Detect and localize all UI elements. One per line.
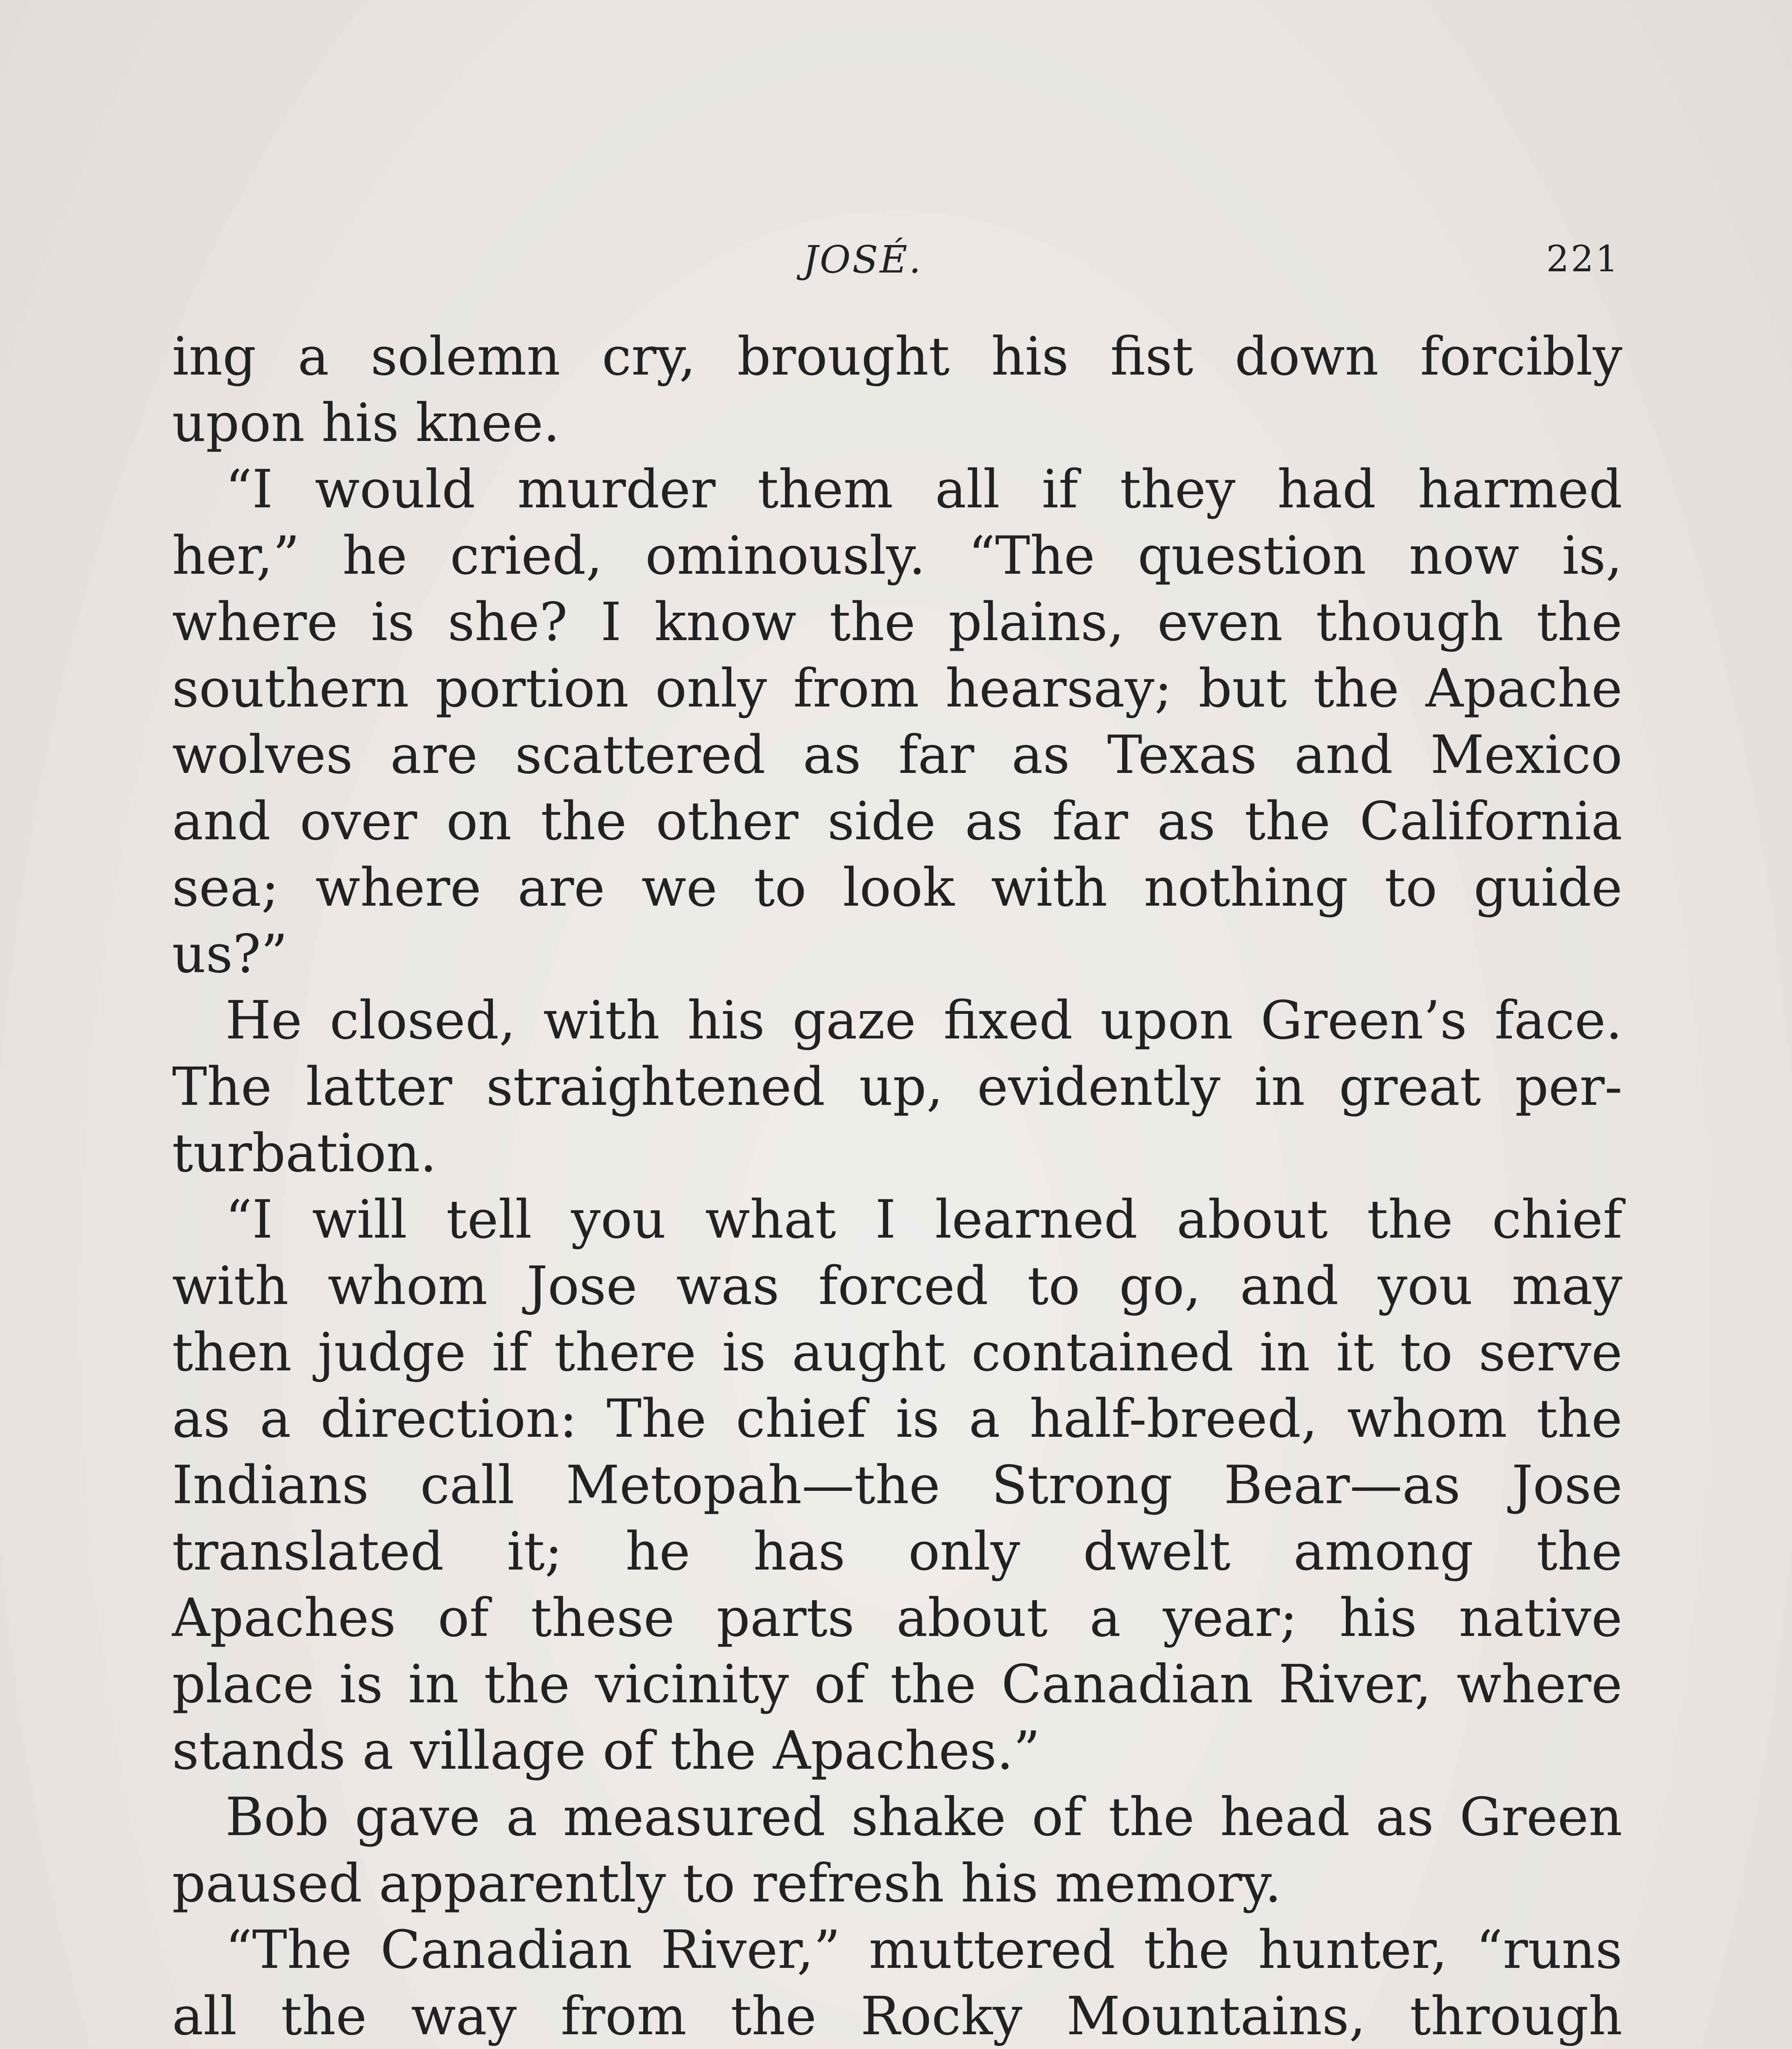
word: are xyxy=(517,857,605,918)
word: from xyxy=(793,658,919,719)
word: and xyxy=(1240,1256,1339,1317)
word: portion xyxy=(435,658,629,719)
word: are xyxy=(390,725,478,786)
word: sea; xyxy=(172,857,279,918)
word: “The xyxy=(968,525,1095,586)
line-text: stands a village of the Apaches.” xyxy=(172,1720,1040,1781)
word: The xyxy=(172,1056,272,1118)
word: Apache xyxy=(1425,658,1622,719)
word: fist xyxy=(1110,326,1193,387)
word: the xyxy=(730,1986,817,2047)
word: great xyxy=(1339,1056,1481,1118)
word: ing xyxy=(172,326,256,387)
word: may xyxy=(1511,1256,1622,1317)
word: learned xyxy=(935,1189,1138,1250)
word: closed, xyxy=(329,990,516,1051)
text-line xyxy=(172,457,1622,523)
word: is xyxy=(722,1322,766,1383)
word: over xyxy=(299,791,417,852)
word: murder xyxy=(517,459,716,520)
word: head xyxy=(1220,1787,1350,1848)
word: where xyxy=(172,592,338,653)
word: scattered xyxy=(515,725,766,786)
text-line xyxy=(172,1718,1622,1784)
word: where xyxy=(1456,1654,1622,1715)
word: guide xyxy=(1473,857,1622,918)
word: with xyxy=(543,990,660,1051)
word: to xyxy=(1027,1256,1080,1317)
word: “I xyxy=(225,1189,273,1250)
word: translated xyxy=(172,1521,444,1582)
word: gave xyxy=(354,1787,481,1848)
word: it xyxy=(1336,1322,1374,1383)
word: whom xyxy=(327,1256,488,1317)
text-line xyxy=(172,1851,1622,1917)
word: with xyxy=(172,1256,289,1317)
word: “runs xyxy=(1476,1920,1622,1981)
word: question xyxy=(1138,525,1366,586)
word: is, xyxy=(1562,525,1622,586)
word: Metopah—the xyxy=(566,1455,940,1516)
word: wolves xyxy=(172,725,353,786)
word: Jose xyxy=(1512,1455,1622,1516)
word: Bear—as xyxy=(1224,1455,1461,1516)
text-line xyxy=(172,722,1622,788)
word: measured xyxy=(563,1787,826,1848)
page-header xyxy=(0,229,1792,287)
word: the xyxy=(1536,592,1622,653)
word: place xyxy=(172,1654,314,1715)
word: these xyxy=(531,1588,675,1649)
running-head: JOSÉ. xyxy=(803,238,923,282)
word: though xyxy=(1316,592,1504,653)
text-line xyxy=(172,1187,1622,1253)
word: to xyxy=(1400,1322,1453,1383)
text-line xyxy=(172,1320,1622,1386)
word: shake xyxy=(851,1787,1006,1848)
word: gaze xyxy=(792,990,916,1051)
word: chief xyxy=(736,1388,867,1449)
word: and xyxy=(172,791,271,852)
word: a xyxy=(259,1388,291,1449)
word: to xyxy=(753,857,807,918)
text-line xyxy=(172,656,1622,722)
word: Mountains, xyxy=(1066,1986,1366,2047)
word: Mexico xyxy=(1430,725,1622,786)
word: far xyxy=(898,725,974,786)
word: as xyxy=(1375,1787,1434,1848)
word: his xyxy=(991,326,1069,387)
word: River,” xyxy=(660,1920,841,1981)
word: her,” xyxy=(172,525,300,586)
word: the xyxy=(829,592,916,653)
text-line xyxy=(172,1386,1622,1452)
word: hearsay; xyxy=(945,658,1172,719)
word: I xyxy=(875,1189,896,1250)
word: cry, xyxy=(602,326,696,387)
text-line xyxy=(172,1983,1622,2049)
word: Rocky xyxy=(860,1986,1023,2047)
word: he xyxy=(342,525,408,586)
word: Canadian xyxy=(1001,1654,1253,1715)
word: Indians xyxy=(172,1455,369,1516)
word: you xyxy=(571,1189,666,1250)
word: chief xyxy=(1492,1189,1622,1250)
word: plains, xyxy=(948,592,1125,653)
word: a xyxy=(506,1787,538,1848)
word: “The xyxy=(225,1920,352,1981)
line-text: turbation. xyxy=(172,1123,437,1184)
word: per- xyxy=(1515,1056,1622,1118)
word: face. xyxy=(1495,990,1622,1051)
word: had xyxy=(1277,459,1376,520)
text-line xyxy=(172,788,1622,855)
word: Texas xyxy=(1107,725,1257,786)
word: only xyxy=(908,1521,1020,1582)
text-line xyxy=(172,1452,1622,1519)
word: now xyxy=(1409,525,1520,586)
word: all xyxy=(172,1986,237,2047)
word: River, xyxy=(1278,1654,1431,1715)
word: the xyxy=(484,1654,570,1715)
word: only xyxy=(655,658,767,719)
word: as xyxy=(1012,725,1070,786)
word: cried, xyxy=(450,525,603,586)
word: Jose xyxy=(526,1256,637,1317)
word: in xyxy=(1259,1322,1310,1383)
word: has xyxy=(753,1521,846,1582)
word: The xyxy=(606,1388,707,1449)
word: solemn xyxy=(370,326,560,387)
word: forcibly xyxy=(1420,326,1622,387)
word: as xyxy=(965,791,1023,852)
word: as xyxy=(803,725,861,786)
word: the xyxy=(1108,1787,1195,1848)
word: they xyxy=(1120,459,1236,520)
text-line xyxy=(172,1784,1622,1851)
text-line xyxy=(172,988,1622,1054)
word: down xyxy=(1235,326,1379,387)
word: whom xyxy=(1347,1388,1507,1449)
word: he xyxy=(625,1521,690,1582)
word: the xyxy=(1367,1189,1453,1250)
word: the xyxy=(1536,1388,1622,1449)
word: half-breed, xyxy=(1030,1388,1318,1449)
text-line xyxy=(172,1120,1622,1187)
word: direction: xyxy=(320,1388,577,1449)
word: was xyxy=(676,1256,780,1317)
word: hunter, xyxy=(1258,1920,1448,1981)
text-line xyxy=(172,1585,1622,1651)
text-line xyxy=(172,523,1622,589)
word: harmed xyxy=(1418,459,1622,520)
word: go, xyxy=(1119,1256,1201,1317)
text-line xyxy=(172,1519,1622,1585)
body-text xyxy=(172,324,1622,2049)
line-text: us?” xyxy=(172,924,288,985)
word: the xyxy=(1313,658,1400,719)
word: native xyxy=(1459,1588,1622,1649)
word: aught xyxy=(792,1322,946,1383)
word: in xyxy=(408,1654,459,1715)
text-line xyxy=(172,1917,1622,1983)
word: straightened xyxy=(486,1056,825,1118)
word: other xyxy=(656,791,798,852)
word: contained xyxy=(971,1322,1234,1383)
word: side xyxy=(827,791,936,852)
word: way xyxy=(411,1986,517,2047)
word: if xyxy=(492,1322,529,1383)
word: Apaches xyxy=(172,1588,396,1649)
word: about xyxy=(1177,1189,1328,1250)
word: as xyxy=(1157,791,1216,852)
word: then xyxy=(172,1322,292,1383)
word: Green’s xyxy=(1260,990,1467,1051)
word: what xyxy=(705,1189,836,1250)
word: about xyxy=(896,1588,1048,1649)
word: of xyxy=(438,1588,489,1649)
text-line xyxy=(172,589,1622,656)
word: of xyxy=(814,1654,865,1715)
text-line xyxy=(172,1253,1622,1320)
word: tell xyxy=(446,1189,532,1250)
word: fixed xyxy=(944,990,1073,1051)
word: forced xyxy=(818,1256,989,1317)
word: look xyxy=(843,857,955,918)
word: muttered xyxy=(869,1920,1116,1981)
word: on xyxy=(446,791,512,852)
word: the xyxy=(1143,1920,1230,1981)
word: would xyxy=(315,459,476,520)
word: evidently xyxy=(977,1056,1220,1118)
word: southern xyxy=(172,658,409,719)
word: she? xyxy=(447,592,568,653)
text-line xyxy=(172,390,1622,457)
word: brought xyxy=(737,326,950,387)
word: the xyxy=(281,1986,367,2047)
word: the xyxy=(1536,1521,1622,1582)
word: nothing xyxy=(1143,857,1348,918)
text-line xyxy=(172,921,1622,988)
word: judge xyxy=(318,1322,466,1383)
word: parts xyxy=(716,1588,855,1649)
word: up, xyxy=(859,1056,943,1118)
word: dwelt xyxy=(1083,1521,1231,1582)
word: from xyxy=(560,1986,687,2047)
word: and xyxy=(1294,725,1393,786)
word: of xyxy=(1032,1787,1083,1848)
word: you xyxy=(1377,1256,1473,1317)
word: latter xyxy=(306,1056,452,1118)
word: ominously. xyxy=(645,525,926,586)
word: will xyxy=(312,1189,407,1250)
word: is xyxy=(339,1654,383,1715)
word: a xyxy=(297,326,329,387)
line-text: paused apparently to refresh his memory. xyxy=(172,1853,1282,1914)
word: through xyxy=(1410,1986,1622,2047)
word: them xyxy=(757,459,893,520)
word: all xyxy=(935,459,1000,520)
word: in xyxy=(1254,1056,1305,1118)
word: if xyxy=(1041,459,1078,520)
text-line xyxy=(172,1054,1622,1120)
word: is xyxy=(371,592,415,653)
word: call xyxy=(420,1455,515,1516)
word: as xyxy=(172,1388,230,1449)
word: the xyxy=(541,791,627,852)
text-line xyxy=(172,855,1622,921)
line-text: upon his knee. xyxy=(172,393,560,454)
word: upon xyxy=(1100,990,1233,1051)
word: is xyxy=(896,1388,939,1449)
word: it; xyxy=(507,1521,563,1582)
word: know xyxy=(654,592,796,653)
word: “I xyxy=(225,459,273,520)
word: a xyxy=(969,1388,1000,1449)
word: Canadian xyxy=(380,1920,633,1981)
word: to xyxy=(1384,857,1438,918)
word: there xyxy=(554,1322,696,1383)
word: I xyxy=(601,592,622,653)
word: but xyxy=(1198,658,1287,719)
word: we xyxy=(641,857,717,918)
word: a xyxy=(1089,1588,1121,1649)
page-number: 221 xyxy=(1546,238,1620,280)
word: He xyxy=(225,990,302,1051)
word: the xyxy=(890,1654,976,1715)
word: year; xyxy=(1163,1588,1297,1649)
word: even xyxy=(1157,592,1283,653)
text-line xyxy=(172,1651,1622,1718)
word: vicinity xyxy=(595,1654,789,1715)
word: Bob xyxy=(225,1787,329,1848)
word: the xyxy=(1244,791,1331,852)
word: California xyxy=(1359,791,1622,852)
word: Green xyxy=(1459,1787,1622,1848)
word: far xyxy=(1052,791,1128,852)
word: with xyxy=(991,857,1108,918)
word: among xyxy=(1293,1521,1474,1582)
text-line xyxy=(172,324,1622,390)
word: Strong xyxy=(991,1455,1173,1516)
word: his xyxy=(687,990,765,1051)
word: serve xyxy=(1479,1322,1622,1383)
word: where xyxy=(315,857,481,918)
word: his xyxy=(1339,1588,1417,1649)
